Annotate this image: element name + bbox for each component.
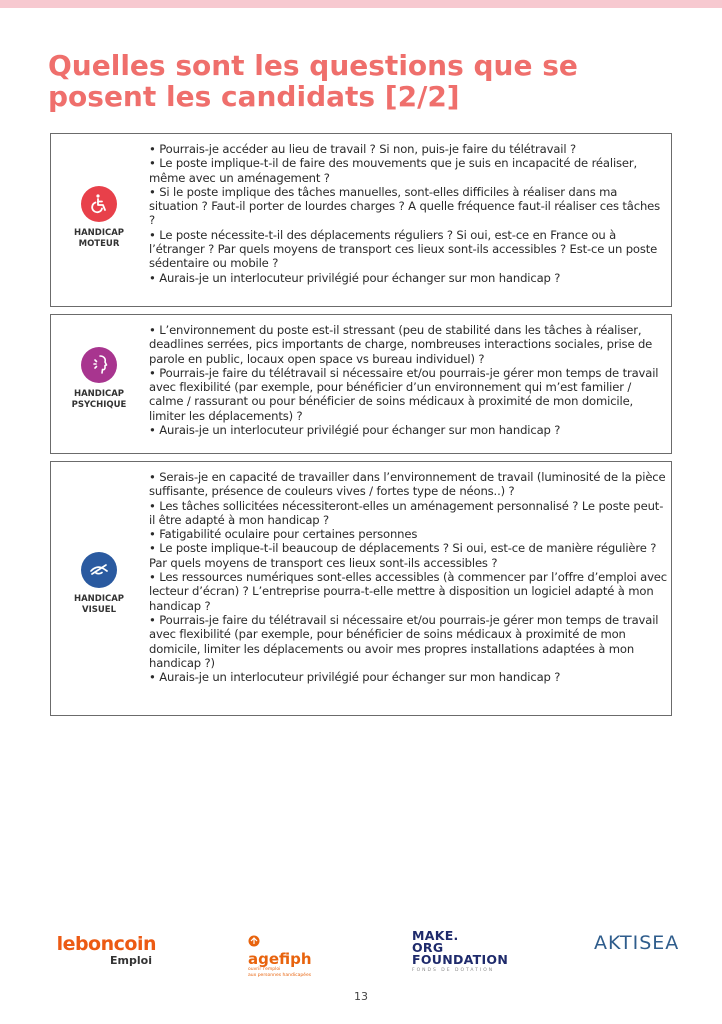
question-line: • Pourrais-je faire du télétravail si nécessaire et/ou pourrais-je gérer mon temps de travail avec flexibilité (par exemple, pour bénéficier de soins médicaux à proximité de mon domicile, limiter les déplacements ou avoir mes propres installations adaptées à mon handicap ?) (149, 612, 659, 670)
aktisea-logo (594, 932, 679, 954)
question-line: • Le poste implique-t-il beaucoup de déplacements ? Si oui, est-ce de manière régulière ? Par quels moyens de transport ces lieux sont-ils accessibles ? (149, 541, 657, 570)
category-moteur (51, 186, 147, 250)
question-line: • Les ressources numériques sont-elles accessibles (à commencer par l’offre d’emploi avec lecteur d’écran) ? L’entreprise pourra-t-elle mettre à disposition un logiciel adapté à mon handicap ? (149, 570, 667, 613)
page-number: 13 (354, 990, 368, 1003)
wheelchair-icon (81, 186, 117, 222)
section-handicap-visuel (50, 461, 672, 716)
leboncoin-logo (48, 934, 156, 967)
partner-logos (0, 920, 722, 990)
agefiph-icon (248, 935, 260, 947)
agefiph-tagline: ouvrir l'emploi aux personnes handicapées (248, 967, 312, 978)
question-line: • L’environnement du poste est-il stressant (peu de stabilité dans les tâches à réaliser, deadlines serrées, pics importants de charge, nombreuses interactions sociales, prise de parole en public, locaux open space vs bureau individuel) ? (149, 323, 653, 366)
section-text (149, 323, 669, 437)
top-accent-bar (0, 0, 722, 8)
category-visuel (51, 552, 147, 616)
section-text (149, 470, 669, 684)
question-line: • Le poste implique-t-il de faire des mouvements que je suis en incapacité de réaliser, même avec un aménagement ? (149, 156, 638, 185)
make-org-logo (412, 930, 512, 973)
question-line: • Aurais-je un interlocuteur privilégié pour échanger sur mon handicap ? (149, 270, 561, 285)
leboncoin-name: leboncoin (56, 933, 156, 955)
question-line: • Aurais-je un interlocuteur privilégié pour échanger sur mon handicap ? (149, 670, 561, 685)
make-org-line2: ORG (412, 940, 444, 955)
section-handicap-psychique (50, 314, 672, 454)
question-line: • Les tâches sollicitées nécessiteront-elles un aménagement personnalisé ? Le poste peut-il être adapté à mon handicap ? (149, 498, 664, 527)
section-text (149, 142, 669, 285)
agefiph-name: agefiph (248, 950, 312, 968)
category-label: HANDICAP PSYCHIQUE (71, 389, 127, 410)
category-label: HANDICAP MOTEUR (73, 228, 125, 249)
aktisea-name: AKTISEA (594, 932, 680, 954)
question-line: • Pourrais-je faire du télétravail si nécessaire et/ou pourrais-je gérer mon temps de travail avec flexibilité (par exemple, pour bénéficier d’un environnement qui m’est familier / calme / rassurant ou pour bénéficier de soins médicaux à proximité de mon domicile, limiter les déplacements) ? (149, 365, 659, 423)
head-profile-icon (81, 347, 117, 383)
eye-crossed-icon (81, 552, 117, 588)
category-psychique (51, 347, 147, 411)
page-title: Quelles sont les questions que se posent les candidats [2/2] (48, 49, 578, 113)
leboncoin-sub: Emploi (110, 954, 152, 967)
question-line: • Pourrais-je accéder au lieu de travail ? Si non, puis-je faire du télétravail ? (149, 142, 576, 156)
section-handicap-moteur (50, 133, 672, 307)
question-line: • Aurais-je un interlocuteur privilégié pour échanger sur mon handicap ? (149, 423, 561, 438)
category-label: HANDICAP VISUEL (73, 594, 125, 615)
make-org-line3: FOUNDATION (412, 952, 509, 967)
question-line: • Si le poste implique des tâches manuelles, sont-elles difficiles à réaliser dans ma situation ? Faut-il porter de lourdes charges ? A quelle fréquence faut-il réaliser ces tâches ? (149, 184, 661, 228)
question-line: • Le poste nécessite-t-il des déplacements réguliers ? Si oui, est-ce en France ou à l’étranger ? Par quels moyens de transport ces lieux sont-ils accessibles ? Est-ce un poste sédentaire ou mobile ? (149, 227, 658, 271)
agefiph-logo (248, 932, 328, 978)
question-line: • Serais-je en capacité de travailler dans l’environnement de travail (luminosité de la pièce suffisante, présence de couleurs vives / fortes type de néons..) ? (149, 470, 666, 499)
make-org-sub: FONDS DE DOTATION (412, 968, 495, 973)
make-org-line1: MAKE. (412, 928, 459, 943)
question-line: • Fatigabilité oculaire pour certaines personnes (149, 527, 418, 542)
